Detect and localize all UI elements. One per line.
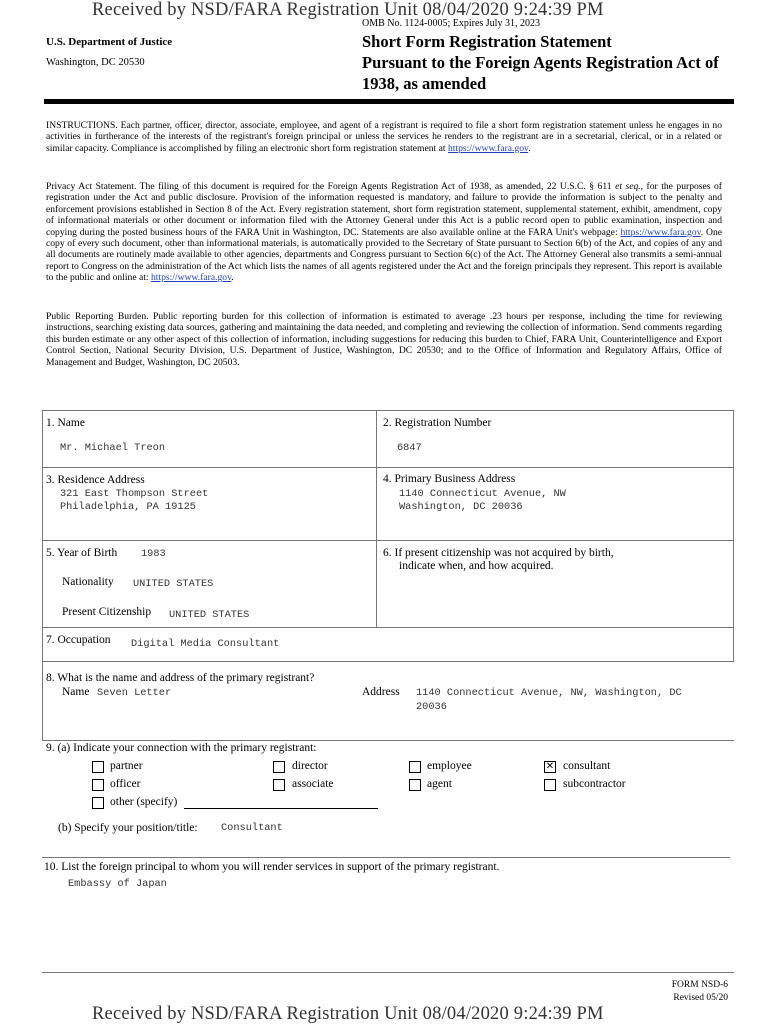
- row-divider-3: [42, 627, 734, 628]
- omb-number: OMB No. 1124-0005; Expires July 31, 2023: [362, 18, 540, 29]
- occupation-label: 7. Occupation: [46, 634, 111, 646]
- citizenship-question-line1: 6. If present citizenship was not acquired by birth,: [383, 547, 614, 559]
- privacy-text-1: Privacy Act Statement. The filing of this document is required for the Foreign Agents Registration Act of 1938, as amended, 22 U.S.C. § 611: [46, 181, 616, 192]
- privacy-end: .: [231, 272, 234, 284]
- privacy-et-seq: et seq.: [615, 181, 641, 192]
- registrant-address-label: Address: [362, 686, 400, 698]
- connection-question: 9. (a) Indicate your connection with the primary registrant:: [46, 742, 317, 754]
- business-address-label: 4. Primary Business Address: [383, 473, 516, 485]
- officer-checkbox[interactable]: [92, 779, 104, 791]
- citizenship-question-line2: indicate when, and how acquired.: [399, 560, 554, 572]
- consultant-label: consultant: [563, 760, 611, 772]
- year-of-birth-value[interactable]: 1983: [141, 548, 166, 560]
- row-divider-5: [42, 740, 734, 741]
- fara-link[interactable]: https://www.fara.gov: [447, 142, 529, 154]
- registrant-address-line1[interactable]: 1140 Connecticut Avenue, NW, Washington, DC: [416, 687, 682, 699]
- registrant-address-line2[interactable]: 20036: [416, 701, 447, 713]
- employee-checkbox[interactable]: [409, 761, 421, 773]
- form-title-line2: Pursuant to the Foreign Agents Registration Act of: [362, 53, 719, 72]
- nationality-value[interactable]: UNITED STATES: [133, 578, 214, 590]
- occupation-value[interactable]: Digital Media Consultant: [131, 638, 280, 650]
- form-footer: [600, 979, 728, 1005]
- registrant-name-value[interactable]: Seven Letter: [97, 687, 172, 699]
- burden-paragraph: [46, 311, 722, 368]
- name-label: 1. Name: [46, 417, 85, 429]
- fara-link[interactable]: https://www.fara.gov: [150, 272, 232, 284]
- form-number: FORM NSD-6: [671, 980, 728, 990]
- form-title-line1: Short Form Registration Statement: [362, 32, 612, 51]
- privacy-text-2: , for the purposes of registration under the Act and public disclosure. Provision of the information requested is mandatory, and failure to provide the information is subject to the penalty and enforcement provisions established in Section 8 of the Act. Every registration statement, short form registration statement, supplemental statement, exhibit, amendment, copy of informational materials or other document or information filed with the Attorney General under this Act is a public record open to public examination, inspection and copying during the posted business hours of the FARA Unit in Washington, DC. Statements are also available online at the FARA Unit's webpage:: [46, 181, 722, 238]
- form-title-line3: 1938, as amended: [362, 74, 487, 93]
- row-divider-4: [42, 661, 734, 662]
- row-divider-2: [42, 540, 734, 541]
- burden-text: Public Reporting Burden. Public reporting burden for this collection of information is estimated to average .23 hours per response, including the time for reviewing instructions, searching existing data sources, gathering and maintaining the data needed, and completing and reviewing the collection of information. Send comments regarding this burden estimate or any other aspect of this collection of information, including suggestions for reducing this burden to Chief, FARA Unit, Counterintelligence and Export Control Section, National Security Division, U.S. Department of Justice, Washington, DC 20530; and to the Office of Information and Regulatory Affairs, Office of Management and Budget, Washington, DC 20503.: [46, 311, 722, 368]
- subcontractor-checkbox[interactable]: [544, 779, 556, 791]
- department-name: U.S. Department of Justice: [46, 36, 173, 48]
- header-rule: [44, 99, 734, 104]
- form-left-border: [42, 410, 43, 661]
- agent-label: agent: [427, 778, 452, 790]
- name-value[interactable]: Mr. Michael Treon: [60, 442, 166, 454]
- residence-address-line2[interactable]: Philadelphia, PA 19125: [60, 501, 196, 513]
- registration-number-label: 2. Registration Number: [383, 417, 492, 429]
- foreign-principal-question: 10. List the foreign principal to whom you will render services in support of the primary registrant.: [44, 861, 500, 873]
- privacy-paragraph: [46, 181, 722, 284]
- row-divider-7: [42, 972, 734, 973]
- form-title: [362, 31, 742, 94]
- nationality-label: Nationality: [62, 576, 114, 588]
- business-address-line1[interactable]: 1140 Connecticut Avenue, NW: [399, 488, 566, 500]
- other-label: other (specify): [110, 796, 178, 808]
- form-right-border: [733, 410, 734, 661]
- instructions-paragraph: [46, 120, 722, 154]
- row-divider-1: [42, 467, 734, 468]
- other-checkbox[interactable]: [92, 797, 104, 809]
- position-label: (b) Specify your position/title:: [58, 822, 198, 834]
- other-specify-line[interactable]: [184, 808, 378, 809]
- employee-label: employee: [427, 760, 472, 772]
- partner-checkbox[interactable]: [92, 761, 104, 773]
- q8-left-border: [42, 661, 43, 741]
- year-of-birth-label: 5. Year of Birth: [46, 547, 118, 559]
- associate-label: associate: [292, 778, 334, 790]
- partner-label: partner: [110, 760, 143, 772]
- citizenship-question: [383, 547, 614, 572]
- foreign-principal-value[interactable]: Embassy of Japan: [68, 878, 167, 890]
- registration-number-value[interactable]: 6847: [397, 442, 422, 454]
- form-top-rule: [42, 410, 734, 411]
- consultant-checkbox[interactable]: ✕: [545, 761, 555, 772]
- form-revised: Revised 05/20: [673, 993, 728, 1003]
- agent-checkbox[interactable]: [409, 779, 421, 791]
- associate-checkbox[interactable]: [273, 779, 285, 791]
- instructions-end: .: [528, 142, 531, 154]
- registrant-question: 8. What is the name and address of the primary registrant?: [46, 672, 315, 684]
- received-stamp-top: Received by NSD/FARA Registration Unit 08/04/2020 9:24:39 PM: [92, 0, 604, 20]
- subcontractor-label: subcontractor: [563, 778, 626, 790]
- residence-address-label: 3. Residence Address: [46, 474, 145, 486]
- instructions-text: INSTRUCTIONS. Each partner, officer, director, associate, employee, and agent of a registrant is required to file a short form registration statement unless he engages in no activities in furtherance of the interests of the registrant's foreign principal or unless the services he renders to the registrant are in a secretarial, clerical, or in a related or similar capacity. Compliance is accomplished by filing an electronic short form registration statement at: [46, 120, 722, 154]
- other-specify-label: [110, 796, 177, 808]
- director-checkbox[interactable]: [273, 761, 285, 773]
- fara-link[interactable]: https://www.fara.gov: [620, 226, 701, 238]
- received-stamp-bottom: Received by NSD/FARA Registration Unit 08/04/2020 9:24:39 PM: [92, 1004, 604, 1024]
- director-label: director: [292, 760, 328, 772]
- position-value[interactable]: Consultant: [221, 822, 283, 834]
- department-city: Washington, DC 20530: [46, 57, 145, 68]
- form-center-divider: [376, 410, 377, 628]
- privacy-text-3: . One copy of every such document, other than informational materials, is automatically provided to the Secretary of State pursuant to Section 6(b) of the Act, and copies of any and all documents are routinely made available to other agencies, departments and Congress pursuant to Section 6(c) of the Act. The Attorney General also transmits a semi-annual report to Congress on the administration of the Act which lists the names of all agents registered under the Act and the foreign principals they represent. This report is available to the public and online at:: [46, 226, 723, 284]
- citizenship-value[interactable]: UNITED STATES: [169, 609, 250, 621]
- registrant-name-label: Name: [62, 686, 90, 698]
- officer-label: officer: [110, 778, 141, 790]
- citizenship-label: Present Citizenship: [62, 606, 152, 618]
- row-divider-6: [42, 857, 730, 858]
- business-address-line2[interactable]: Washington, DC 20036: [399, 501, 523, 513]
- residence-address-line1[interactable]: 321 East Thompson Street: [60, 488, 209, 500]
